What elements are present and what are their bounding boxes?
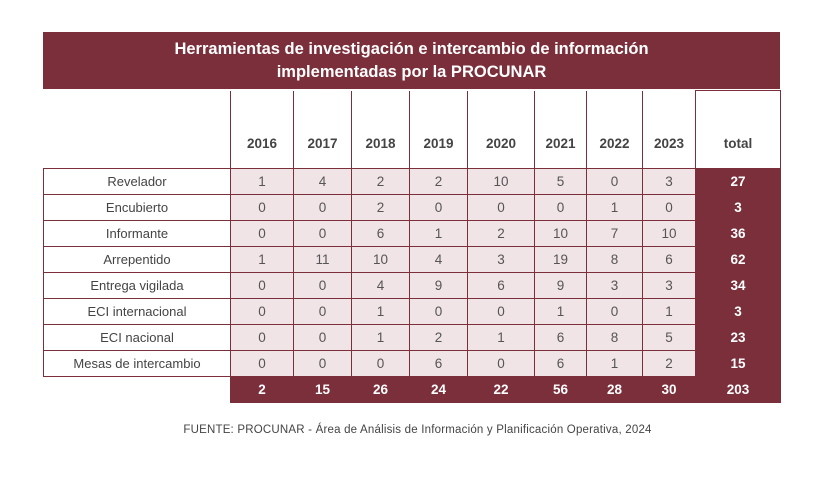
table-row (44, 195, 781, 221)
header-row (44, 91, 781, 169)
cell-value: 0 (231, 273, 294, 299)
cell-value: 1 (352, 299, 410, 325)
cell-value: 0 (410, 299, 468, 325)
cell-value: 4 (410, 247, 468, 273)
column-total: 26 (352, 377, 410, 403)
cell-value: 0 (587, 299, 643, 325)
row-label: Mesas de intercambio (44, 351, 231, 377)
cell-value: 10 (468, 169, 535, 195)
header-year-2022: 2022 (587, 91, 643, 169)
title-line-2: implementadas por la PROCUNAR (276, 62, 547, 81)
cell-value: 0 (294, 325, 352, 351)
cell-value: 6 (352, 221, 410, 247)
cell-value: 10 (535, 221, 587, 247)
row-total: 36 (696, 221, 781, 247)
cell-value: 1 (587, 195, 643, 221)
row-label: ECI internacional (44, 299, 231, 325)
cell-value: 6 (410, 351, 468, 377)
row-total: 3 (696, 299, 781, 325)
header-year-2016: 2016 (231, 91, 294, 169)
header-corner (44, 91, 231, 169)
header-year-2021: 2021 (535, 91, 587, 169)
cell-value: 4 (352, 273, 410, 299)
cell-value: 1 (643, 299, 696, 325)
cell-value: 5 (643, 325, 696, 351)
header-year-2018: 2018 (352, 91, 410, 169)
cell-value: 8 (587, 247, 643, 273)
column-total: 15 (294, 377, 352, 403)
row-label: ECI nacional (44, 325, 231, 351)
column-total: 56 (535, 377, 587, 403)
footer-corner (44, 377, 231, 403)
cell-value: 0 (231, 299, 294, 325)
cell-value: 1 (535, 299, 587, 325)
header-year-2023: 2023 (643, 91, 696, 169)
cell-value: 4 (294, 169, 352, 195)
table-row (44, 169, 781, 195)
cell-value: 8 (587, 325, 643, 351)
cell-value: 6 (643, 247, 696, 273)
cell-value: 0 (468, 299, 535, 325)
cell-value: 0 (231, 221, 294, 247)
cell-value: 0 (231, 351, 294, 377)
cell-value: 0 (352, 351, 410, 377)
cell-value: 1 (231, 247, 294, 273)
cell-value: 9 (410, 273, 468, 299)
row-label: Revelador (44, 169, 231, 195)
cell-value: 1 (231, 169, 294, 195)
cell-value: 0 (468, 351, 535, 377)
data-table (43, 90, 781, 403)
cell-value: 2 (352, 169, 410, 195)
cell-value: 7 (587, 221, 643, 247)
header-year-2017: 2017 (294, 91, 352, 169)
row-label: Encubierto (44, 195, 231, 221)
cell-value: 2 (352, 195, 410, 221)
header-total: total (696, 91, 781, 169)
column-total: 22 (468, 377, 535, 403)
table-row (44, 325, 781, 351)
cell-value: 3 (587, 273, 643, 299)
cell-value: 0 (231, 195, 294, 221)
totals-row (44, 377, 781, 403)
cell-value: 3 (468, 247, 535, 273)
table-row (44, 273, 781, 299)
cell-value: 0 (468, 195, 535, 221)
cell-value: 0 (294, 221, 352, 247)
column-total: 2 (231, 377, 294, 403)
row-total: 3 (696, 195, 781, 221)
cell-value: 9 (535, 273, 587, 299)
cell-value: 11 (294, 247, 352, 273)
cell-value: 2 (468, 221, 535, 247)
header-year-2020: 2020 (468, 91, 535, 169)
column-total: 28 (587, 377, 643, 403)
cell-value: 0 (294, 195, 352, 221)
title-line-1: Herramientas de investigación e intercambio de información (174, 39, 649, 58)
row-label: Informante (44, 221, 231, 247)
row-total: 23 (696, 325, 781, 351)
cell-value: 6 (535, 351, 587, 377)
cell-value: 0 (294, 273, 352, 299)
column-total: 24 (410, 377, 468, 403)
cell-value: 2 (410, 169, 468, 195)
cell-value: 3 (643, 169, 696, 195)
cell-value: 2 (643, 351, 696, 377)
table-row (44, 221, 781, 247)
row-total: 15 (696, 351, 781, 377)
row-label: Entrega vigilada (44, 273, 231, 299)
cell-value: 1 (410, 221, 468, 247)
row-total: 62 (696, 247, 781, 273)
cell-value: 2 (410, 325, 468, 351)
cell-value: 6 (535, 325, 587, 351)
cell-value: 6 (468, 273, 535, 299)
cell-value: 0 (294, 299, 352, 325)
table-row (44, 299, 781, 325)
row-total: 27 (696, 169, 781, 195)
cell-value: 0 (294, 351, 352, 377)
cell-value: 0 (231, 325, 294, 351)
cell-value: 0 (643, 195, 696, 221)
cell-value: 0 (410, 195, 468, 221)
cell-value: 1 (468, 325, 535, 351)
column-total: 30 (643, 377, 696, 403)
cell-value: 5 (535, 169, 587, 195)
row-total: 34 (696, 273, 781, 299)
table-title (43, 32, 780, 89)
cell-value: 1 (587, 351, 643, 377)
cell-value: 19 (535, 247, 587, 273)
cell-value: 1 (352, 325, 410, 351)
cell-value: 10 (352, 247, 410, 273)
table-row (44, 247, 781, 273)
row-label: Arrepentido (44, 247, 231, 273)
grand-total: 203 (696, 377, 781, 403)
table-row (44, 351, 781, 377)
header-year-2019: 2019 (410, 91, 468, 169)
cell-value: 10 (643, 221, 696, 247)
cell-value: 3 (643, 273, 696, 299)
cell-value: 0 (535, 195, 587, 221)
source-note: FUENTE: PROCUNAR - Área de Análisis de Información y Planificación Operativa, 2024 (183, 424, 652, 436)
cell-value: 0 (587, 169, 643, 195)
